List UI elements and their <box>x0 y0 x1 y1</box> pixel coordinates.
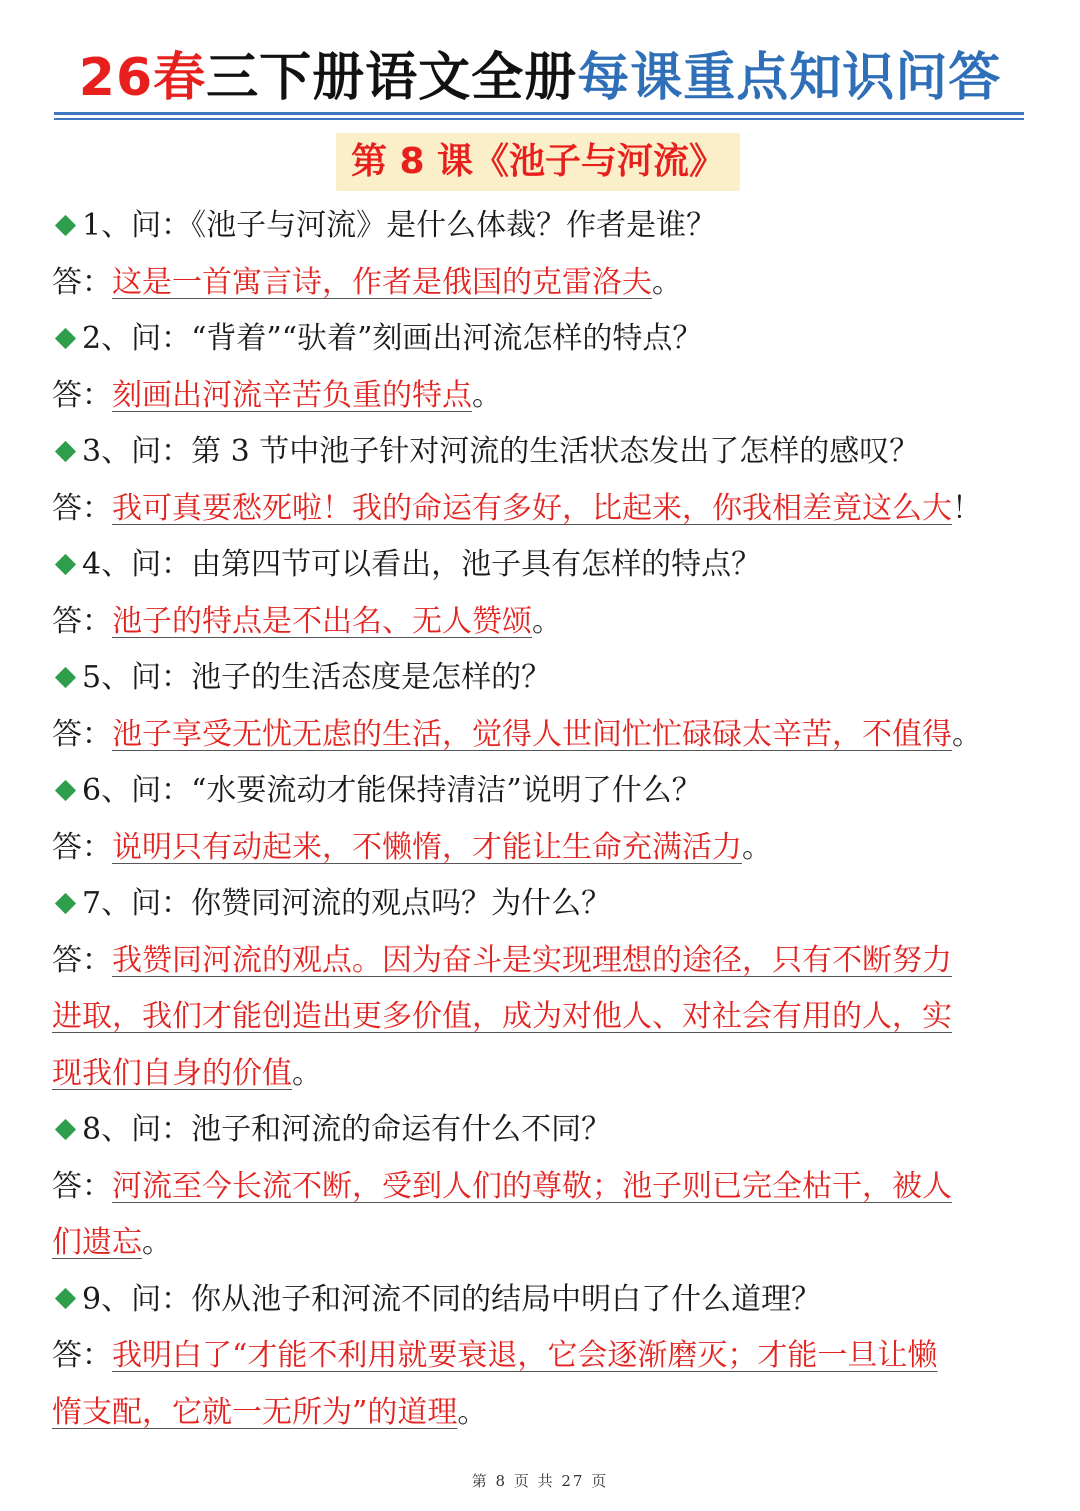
answer-text: 我可真要愁死啦！我的命运有多好，比起来，你我相差竟这么大 <box>112 490 952 526</box>
answer-line <box>52 1046 1032 1103</box>
diamond-bullet-icon <box>55 666 76 687</box>
question-text: 9、问：你从池子和河流不同的结局中明白了什么道理？ <box>82 1281 822 1317</box>
diamond-bullet-icon <box>55 779 76 800</box>
answer-label: 答： <box>52 490 112 526</box>
question-text: 6、问：“水要流动才能保持清洁”说明了什么？ <box>82 773 702 808</box>
question-text: 8、问：池子和河流的命运有什么不同？ <box>82 1112 612 1147</box>
question-line <box>52 650 1032 707</box>
answer-text: 说明只有动起来，不懒惰，才能让生命充满活力 <box>112 829 742 865</box>
question-line <box>52 1272 1032 1329</box>
answer-label: 答： <box>52 1338 112 1373</box>
answer-line <box>52 989 1032 1046</box>
answer-text: 池子享受无忧无虑的生活，觉得人世间忙忙碌碌太辛苦，不值得 <box>112 716 952 752</box>
qa-list <box>52 198 1032 1441</box>
question-text: 5、问：池子的生活态度是怎样的？ <box>82 660 552 695</box>
diamond-bullet-icon <box>55 327 76 348</box>
answer-line <box>52 594 1032 651</box>
answer-text: 现我们自身的价值 <box>52 1055 292 1091</box>
answer-line <box>52 1385 1032 1442</box>
answer-line <box>52 255 1032 312</box>
question-text: 4、问：由第四节可以看出，池子具有怎样的特点？ <box>82 547 762 582</box>
answer-label: 答： <box>52 1168 112 1204</box>
answer-end-punctuation: ！ <box>952 490 982 526</box>
title-black-part: 三下册语文全册 <box>206 48 578 108</box>
question-text: 7、问：你赞同河流的观点吗？为什么？ <box>82 886 612 921</box>
title-underline-thick <box>54 112 1024 115</box>
title-red-part: 26春 <box>78 48 207 108</box>
answer-text: 这是一首寓言诗，作者是俄国的克雷洛夫 <box>112 264 652 300</box>
diamond-bullet-icon <box>55 440 76 461</box>
answer-end-punctuation: 。 <box>952 716 982 752</box>
answer-line <box>52 1215 1032 1272</box>
diamond-bullet-icon <box>55 1288 76 1309</box>
answer-line <box>52 933 1032 990</box>
answer-text: 河流至今长流不断，受到人们的尊敬；池子则已完全枯干，被人 <box>112 1168 952 1204</box>
question-line <box>52 1102 1032 1159</box>
page-title <box>54 38 1026 118</box>
answer-line <box>52 1328 1032 1385</box>
answer-line <box>52 368 1032 425</box>
answer-label: 答： <box>52 829 112 865</box>
answer-end-punctuation: 。 <box>652 264 682 300</box>
lesson-title: 第 8 课《池子与河流》 <box>336 133 740 191</box>
answer-end-punctuation: 。 <box>142 1225 172 1260</box>
answer-end-punctuation: 。 <box>457 1394 488 1430</box>
title-underline-thin <box>54 118 1024 120</box>
answer-label: 答： <box>52 603 112 639</box>
answer-label: 答： <box>52 377 112 413</box>
answer-text: 刻画出河流辛苦负重的特点 <box>112 377 472 413</box>
question-text: 3、问：第 3 节中池子针对河流的生活状态发出了怎样的感叹？ <box>82 434 920 469</box>
diamond-bullet-icon <box>55 214 76 235</box>
question-line <box>52 876 1032 933</box>
answer-text: 惰支配，它就一无所为”的道理 <box>52 1394 458 1430</box>
diamond-bullet-icon <box>55 553 76 574</box>
answer-end-punctuation: 。 <box>532 603 562 639</box>
answer-label: 答： <box>52 264 112 300</box>
answer-label: 答： <box>52 942 112 978</box>
diamond-bullet-icon <box>55 1118 76 1139</box>
question-text: 2、问：“背着”“驮着”刻画出河流怎样的特点？ <box>82 321 703 356</box>
answer-end-punctuation: 。 <box>472 377 502 413</box>
answer-text: 我明白了“才能不利用就要衰退，它会逐渐磨灭；才能一旦让懒 <box>112 1338 938 1373</box>
question-line <box>52 198 1032 255</box>
answer-line <box>52 820 1032 877</box>
answer-end-punctuation: 。 <box>292 1055 322 1091</box>
diamond-bullet-icon <box>55 892 76 913</box>
answer-text: 们遗忘 <box>52 1225 142 1260</box>
answer-line <box>52 707 1032 764</box>
title-blue-part: 每课重点知识问答 <box>577 48 1002 108</box>
page-number: 第 8 页 共 27 页 <box>471 1472 609 1490</box>
answer-text: 进取，我们才能创造出更多价值，成为对他人、对社会有用的人，实 <box>52 999 952 1034</box>
question-line <box>52 537 1032 594</box>
answer-label: 答： <box>52 716 112 752</box>
question-line <box>52 763 1032 820</box>
answer-end-punctuation: 。 <box>742 829 772 865</box>
answer-text: 我赞同河流的观点。因为奋斗是实现理想的途径，只有不断努力 <box>112 942 952 978</box>
answer-line <box>52 481 1032 538</box>
question-line <box>52 311 1032 368</box>
answer-line <box>52 1159 1032 1216</box>
answer-text: 池子的特点是不出名、无人赞颂 <box>112 603 532 639</box>
question-text: 1、问：《池子与河流》是什么体裁？作者是谁？ <box>82 208 717 243</box>
question-line <box>52 424 1032 481</box>
